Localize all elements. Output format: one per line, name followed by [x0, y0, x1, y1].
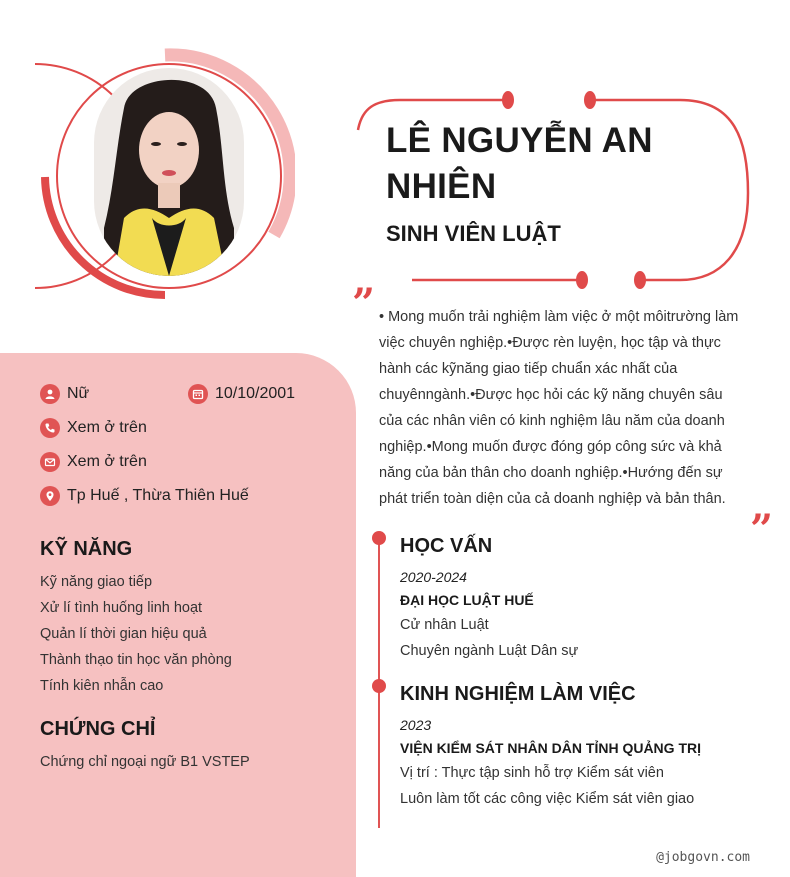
- education-title: HỌC VẤN: [400, 535, 493, 557]
- skills-list: [40, 569, 232, 699]
- profile-photo: [94, 68, 244, 276]
- open-quote-icon: ”: [352, 280, 376, 327]
- email-row: [40, 452, 147, 472]
- education-period: 2020-2024: [400, 569, 467, 585]
- experience-title: KINH NGHIỆM LÀM VIỆC: [400, 683, 636, 705]
- candidate-name: [386, 118, 706, 210]
- watermark: @jobgovn.com: [656, 850, 750, 865]
- address-value: Tp Huế , Thừa Thiên Huế: [67, 487, 249, 504]
- calendar-icon: [188, 384, 208, 404]
- timeline-dot: [372, 679, 386, 693]
- address-row: [40, 486, 249, 506]
- list-item: Thành thạo tin học văn phòng: [40, 652, 232, 668]
- skills-title: KỸ NĂNG: [40, 538, 133, 560]
- job-title: SINH VIÊN LUẬT: [386, 221, 561, 246]
- list-item: Kỹ năng giao tiếp: [40, 574, 153, 590]
- email-value[interactable]: Xem ở trên: [67, 453, 147, 470]
- experience-org: VIỆN KIỂM SÁT NHÂN DÂN TỈNH QUẢNG TRỊ: [400, 740, 701, 756]
- user-icon: [40, 384, 60, 404]
- close-quote-icon: ”: [750, 506, 774, 553]
- gender-value: Nữ: [67, 385, 90, 402]
- certificates-title: CHỨNG CHỈ: [40, 718, 156, 740]
- list-item: Chứng chỉ ngoại ngữ B1 VSTEP: [40, 754, 250, 770]
- education-degree: Cử nhân Luật: [400, 617, 489, 633]
- experience-description: Luôn làm tốt các công việc Kiểm sát viên giao: [400, 791, 695, 807]
- list-item: Xử lí tình huống linh hoạt: [40, 600, 203, 616]
- phone-row: [40, 418, 147, 438]
- name-line-1: LÊ NGUYỄN AN: [386, 121, 653, 160]
- list-item: Quản lí thời gian hiệu quả: [40, 626, 207, 642]
- phone-value[interactable]: Xem ở trên: [67, 419, 147, 436]
- birthday-value: 10/10/2001: [215, 385, 296, 402]
- phone-icon: [40, 418, 60, 438]
- timeline-dot: [372, 531, 386, 545]
- education-school: ĐẠI HỌC LUẬT HUẾ: [400, 592, 534, 608]
- career-objective: • Mong muốn trải nghiệm làm việc ở một môitrường làm việc chuyên nghiệp.•Được rèn luyện, học tập và thực hành các kỹnăng giao tiếp chuẩn xác nhất của chuyênngành.•Được học hỏi các kỹ năng chuyên sâu của các nhân viên có kinh nghiệm lâu năm của doanh nghiệp.•Mong muốn được đóng góp công sức và khả năng của bản thân cho doanh nghiệp.•Hướng đến sự phát triển toàn diện của cả doanh nghiệp và bản thân.: [379, 309, 739, 507]
- certificates-list: [40, 749, 250, 775]
- experience-position: Vị trí : Thực tập sinh hỗ trợ Kiểm sát viên: [400, 765, 664, 781]
- list-item: Tính kiên nhẫn cao: [40, 678, 164, 694]
- name-line-2: NHIÊN: [386, 167, 497, 206]
- location-icon: [40, 486, 60, 506]
- experience-period: 2023: [400, 717, 432, 733]
- education-major: Chuyên ngành Luật Dân sự: [400, 643, 579, 659]
- birthday-row: [188, 384, 295, 404]
- mail-icon: [40, 452, 60, 472]
- gender-row: [40, 384, 89, 404]
